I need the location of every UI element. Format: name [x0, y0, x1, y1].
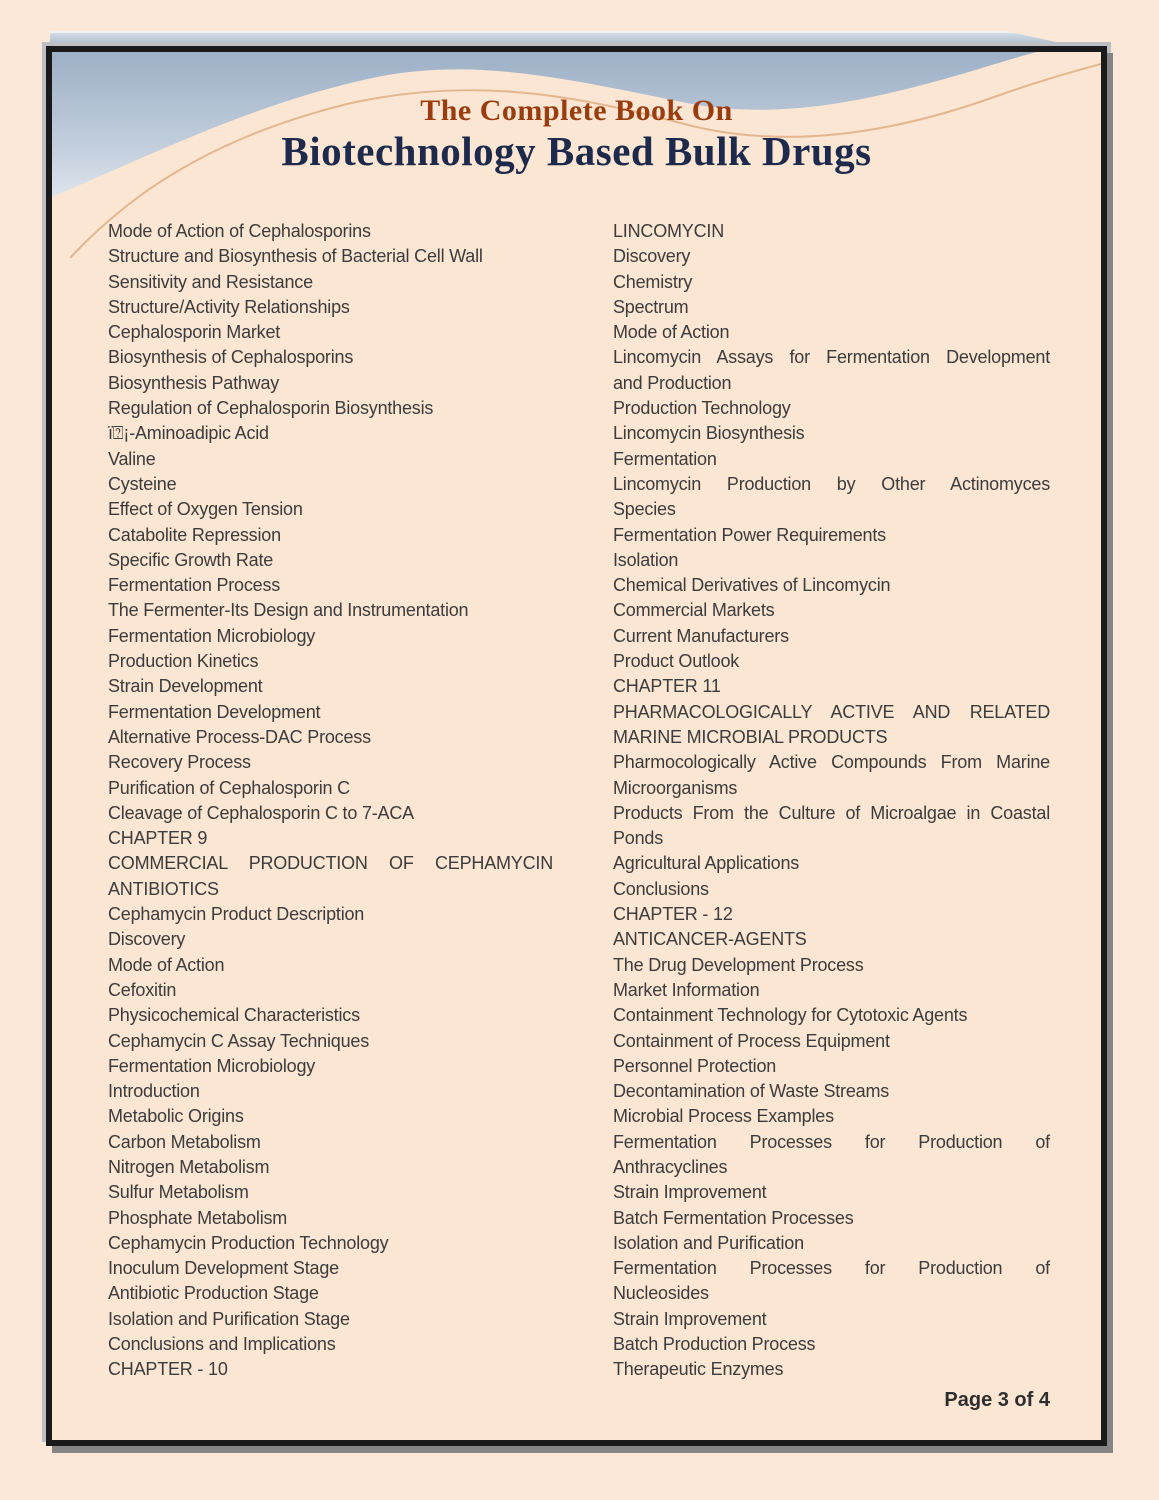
toc-line: Microbial Process Examples — [613, 1106, 834, 1127]
toc-line: Introduction — [108, 1081, 200, 1102]
toc-line: MARINE MICROBIAL PRODUCTS — [613, 726, 888, 747]
toc-line: Catabolite Repression — [108, 524, 281, 545]
toc-line: Alternative Process-DAC Process — [108, 726, 371, 747]
toc-line: Conclusions and Implications — [108, 1334, 336, 1355]
toc-line: PHARMACOLOGICALLY ACTIVE AND RELATED — [613, 701, 1050, 722]
toc-line: The Fermenter-Its Design and Instrumentation — [108, 600, 469, 621]
toc-line: Structure and Biosynthesis of Bacterial Cell Wall — [108, 246, 483, 267]
toc-line: Species — [613, 499, 676, 520]
toc-line: CHAPTER 9 — [108, 828, 208, 849]
toc-line: Effect of Oxygen Tension — [108, 499, 303, 520]
page-inner — [52, 52, 1101, 1440]
toc-line: Sensitivity and Resistance — [108, 271, 313, 292]
toc-line: Discovery — [613, 246, 691, 267]
toc-line: Cephamycin Product Description — [108, 904, 365, 925]
toc-line: Strain Improvement — [613, 1308, 767, 1329]
toc-line: ï⍰¡-Aminoadipic Acid — [108, 423, 269, 444]
toc-line: Fermentation Process — [108, 575, 281, 596]
toc-line: Antibiotic Production Stage — [108, 1283, 319, 1304]
toc-line: Lincomycin Assays for Fermentation Development — [613, 347, 1050, 368]
toc-line: Fermentation Power Requirements — [613, 524, 886, 545]
toc-line: Discovery — [108, 929, 186, 950]
toc-line: ANTIBIOTICS — [108, 878, 219, 899]
toc-line: Personnel Protection — [613, 1055, 777, 1076]
toc-line: Fermentation Microbiology — [108, 1055, 316, 1076]
toc-line: Isolation and Purification Stage — [108, 1308, 350, 1329]
toc-line: Metabolic Origins — [108, 1106, 244, 1127]
toc-line: Fermentation Development — [108, 701, 321, 722]
toc-line: LINCOMYCIN — [613, 221, 725, 241]
book-title-main: Biotechnology Based Bulk Drugs — [281, 128, 872, 174]
page-frame — [46, 46, 1107, 1446]
toc-line: Ponds — [613, 828, 664, 849]
toc-line: Therapeutic Enzymes — [613, 1359, 784, 1380]
toc-line: Structure/Activity Relationships — [108, 296, 350, 317]
toc-line: Strain Improvement — [613, 1182, 767, 1203]
toc-line: Decontamination of Waste Streams — [613, 1081, 890, 1102]
toc-column-left — [108, 219, 553, 1383]
toc-line: Lincomycin Biosynthesis — [613, 423, 805, 444]
toc-line: Cleavage of Cephalosporin C to 7-ACA — [108, 802, 414, 823]
toc-line: Cephamycin Production Technology — [108, 1232, 389, 1253]
toc-line: Fermentation — [613, 448, 717, 469]
toc-line: Production Technology — [613, 398, 791, 419]
toc-line: Pharmocologically Active Compounds From Marine — [613, 752, 1050, 773]
toc-line: Cephalosporin Market — [108, 322, 281, 343]
table-of-contents — [108, 219, 1050, 1383]
toc-line: Physicochemical Characteristics — [108, 1005, 360, 1026]
toc-column-right — [613, 219, 1050, 1383]
toc-line: Products From the Culture of Microalgae in Coastal — [613, 802, 1050, 823]
toc-line: Product Outlook — [613, 651, 740, 672]
toc-line: ANTICANCER-AGENTS — [613, 929, 807, 950]
toc-line: Fermentation Microbiology — [108, 625, 316, 646]
toc-line: Mode of Action — [108, 954, 225, 975]
toc-line: Current Manufacturers — [613, 625, 789, 646]
toc-line: Purification of Cephalosporin C — [108, 777, 350, 798]
toc-line: Recovery Process — [108, 752, 251, 773]
toc-line: Specific Growth Rate — [108, 549, 274, 570]
toc-line: Cysteine — [108, 473, 177, 494]
toc-line: Batch Fermentation Processes — [613, 1207, 854, 1228]
book-title-block — [52, 94, 1101, 174]
toc-line: and Production — [613, 372, 732, 393]
toc-line: Chemical Derivatives of Lincomycin — [613, 575, 891, 596]
toc-line: Carbon Metabolism — [108, 1131, 261, 1152]
toc-line: Isolation and Purification — [613, 1232, 804, 1253]
toc-line: Cephamycin C Assay Techniques — [108, 1030, 370, 1051]
toc-line: Inoculum Development Stage — [108, 1258, 339, 1279]
toc-line: Regulation of Cephalosporin Biosynthesis — [108, 398, 434, 419]
toc-line: Biosynthesis of Cephalosporins — [108, 347, 354, 368]
toc-line: Market Information — [613, 979, 760, 1000]
toc-line: Lincomycin Production by Other Actinomyces — [613, 473, 1050, 494]
toc-line: COMMERCIAL PRODUCTION OF CEPHAMYCIN — [108, 853, 553, 874]
toc-line: Cefoxitin — [108, 979, 177, 1000]
toc-line: Valine — [108, 448, 156, 469]
toc-line: CHAPTER - 10 — [108, 1359, 228, 1380]
toc-line: CHAPTER - 12 — [613, 904, 733, 925]
toc-line: Microorganisms — [613, 777, 738, 798]
toc-line: Conclusions — [613, 878, 709, 899]
toc-line: Containment of Process Equipment — [613, 1030, 890, 1051]
toc-line: Nucleosides — [613, 1283, 709, 1304]
toc-line: Biosynthesis Pathway — [108, 372, 280, 393]
toc-line: Strain Development — [108, 676, 263, 697]
toc-line: Mode of Action of Cephalosporins — [108, 221, 371, 241]
toc-line: CHAPTER 11 — [613, 676, 721, 697]
toc-line: Fermentation Processes for Production of — [613, 1258, 1050, 1279]
toc-line: Sulfur Metabolism — [108, 1182, 249, 1203]
toc-line: Batch Production Process — [613, 1334, 816, 1355]
toc-line: Production Kinetics — [108, 651, 259, 672]
page-number: Page 3 of 4 — [944, 1389, 1050, 1411]
toc-line: Nitrogen Metabolism — [108, 1156, 270, 1177]
book-title-kicker: The Complete Book On — [420, 94, 733, 127]
toc-line: Agricultural Applications — [613, 853, 800, 874]
toc-line: Containment Technology for Cytotoxic Agents — [613, 1005, 968, 1026]
toc-line: Isolation — [613, 549, 679, 570]
toc-line: Commercial Markets — [613, 600, 775, 621]
toc-line: The Drug Development Process — [613, 954, 864, 975]
toc-line: Anthracyclines — [613, 1156, 728, 1177]
toc-line: Fermentation Processes for Production of — [613, 1131, 1050, 1152]
toc-line: Chemistry — [613, 271, 693, 292]
toc-line: Mode of Action — [613, 322, 730, 343]
toc-line: Phosphate Metabolism — [108, 1207, 288, 1228]
toc-line: Spectrum — [613, 296, 689, 317]
